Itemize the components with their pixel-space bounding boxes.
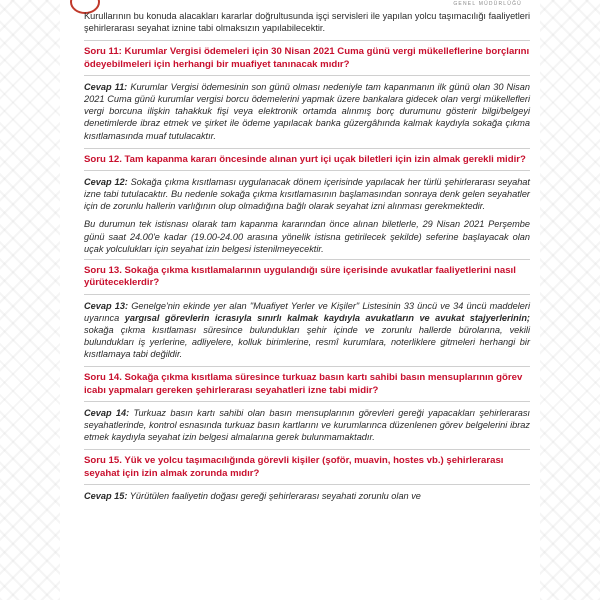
answer-13-bold: yargısal görevlerin icrasıyla sınırlı kalmak kaydıyla avukatların ve avukat stajyerlerinin; [124,312,530,323]
divider [84,366,530,367]
decorative-border-left [0,0,60,600]
answer-13 [84,300,530,360]
question-14: Soru 14. Sokağa çıkma kısıtlama süresince turkuaz basın kartı sahibi basın mensuplarının görev icabı yapmaları gereken şehirlerarası seyahatleri izne tabi midir? [84,372,523,396]
answer-15-lead: Cevap 15: [84,491,128,502]
divider [84,170,530,171]
question-11: Soru 11: Kurumlar Vergisi ödemeleri için 30 Nisan 2021 Cuma günü vergi mükelleflerine borçlarını ödeyebilmeleri için herhangi bir muafiyet tanınacak mıdır? [84,46,530,70]
answer-14 [84,407,530,443]
divider [84,259,530,260]
answer-11-lead: Cevap 11: [84,82,128,93]
divider [84,75,530,76]
answer-14-text: Turkuaz basın kartı sahibi olan basın mensuplarının görevleri gereği yapacakları şehirlerarası seyahatlerinde, kontrol esnasında turkuaz basın kartlarını ve kurumlarınca düzenlenen görev belgelerini ibraz etmek kaydıyla seyahat izin belgesi almalarına gerek bulunmamaktadır. [84,408,530,443]
divider [84,148,530,149]
answer-14-lead: Cevap 14: [84,408,130,419]
answer-12-text: Sokağa çıkma kısıtlaması uygulanacak dönem içerisinde yapılacak her türlü şehirlerarası seyahat izne tabi tutulacaktır. Bu nedenle sokağa çıkma kısıtlamasının başlamasından sonraya denk gelen seyahatler için de zorunlu hallerin varlığının olup olmadığına bağlı olarak seyahat izni alınması gerekmektedir. [84,177,530,212]
answer-12-extra: Bu durumun tek istisnası olarak tam kapanma kararından önce alınan biletlerle, 29 Nisan 2021 Perşembe günü saat 24.00'e kadar (19.00-24.00 arasına yönelik istisna getirilecek şekilde) seferine başlayacak olan uçak yolculukları için seyahat izin belgesi istenilmeyecektir. [84,219,530,254]
answer-12 [84,176,530,212]
answer-12-lead: Cevap 12: [84,177,128,188]
answer-15 [84,490,530,502]
answer-13-lead: Cevap 13: [84,300,129,311]
question-13: Soru 13. Sokağa çıkma kısıtlamalarının uygulandığı süre içerisinde avukatlar faaliyetlerini nasıl yürüteceklerdir? [84,264,516,289]
question-12: Soru 12. Tam kapanma kararı öncesinde alınan yurt içi uçak biletleri için izin almak gerekli midir? [84,153,526,165]
question-15: Soru 15. Yük ve yolcu taşımacılığında görevli kişiler (şoför, muavin, hostes vb.) şehirlerarası seyahat için izin almak zorunda mıdır? [84,455,504,479]
answer-15-text: Yürütülen faaliyetin doğası gereği şehirlerarası seyahati zorunlu olan ve [127,491,421,502]
divider [84,484,530,485]
divider [84,40,530,41]
intro-paragraph: Kurullarının bu konuda alacakları kararlar doğrultusunda işçi servisleri ile yapılan yolcu taşımacılığı faaliyetleri şehirlerarası seyahat iznine tabi olmaksızın yapılabilecektir. [84,11,530,34]
divider [84,401,530,402]
divider [84,449,530,450]
answer-11-text: Kurumlar Vergisi ödemesinin son günü olması nedeniyle tam kapanmanın ilk günü olan 30 Nisan 2021 Cuma günü kurumlar vergisi borcu ödemelerini yapmak üzere bankalara gidecek olan vergi mükellefleri vergi borcuna ilişkin tahakkuk fişi veya elektronik ortamda alınmış borç durumunu gösterir bilgi/belgeyi denetimlerde ibraz etmek ve şirket ile ödeme yapılacak banka güzergâhında kalmak kaydıyla sokağa çıkma kısıtlamasında muaf tutulacaktır. [84,82,530,141]
answer-13-text-b: sokağa çıkma kısıtlaması süresince bulundukları şehir içinde ve zorunlu hallerde bürolarına, vekili bulundukları iş yerlerine, adliyelere, kolluk birimlerine, resmî kurumlara, noterliklere gitmeleri herhangi bir kısıtlamaya tabi değildir. [84,324,530,360]
document-body [84,10,530,509]
answer-13-text-a: Genelge'nin ekinde yer alan "Muafiyet Yerler ve Kişiler" Listesinin 33 üncü ve 34 üncü maddeleri uyarınca [84,300,530,323]
divider [84,294,530,295]
header-org-text: GENEL MÜDÜRLÜĞÜ [453,1,522,7]
decorative-border-right [540,0,600,600]
answer-11 [84,81,530,141]
